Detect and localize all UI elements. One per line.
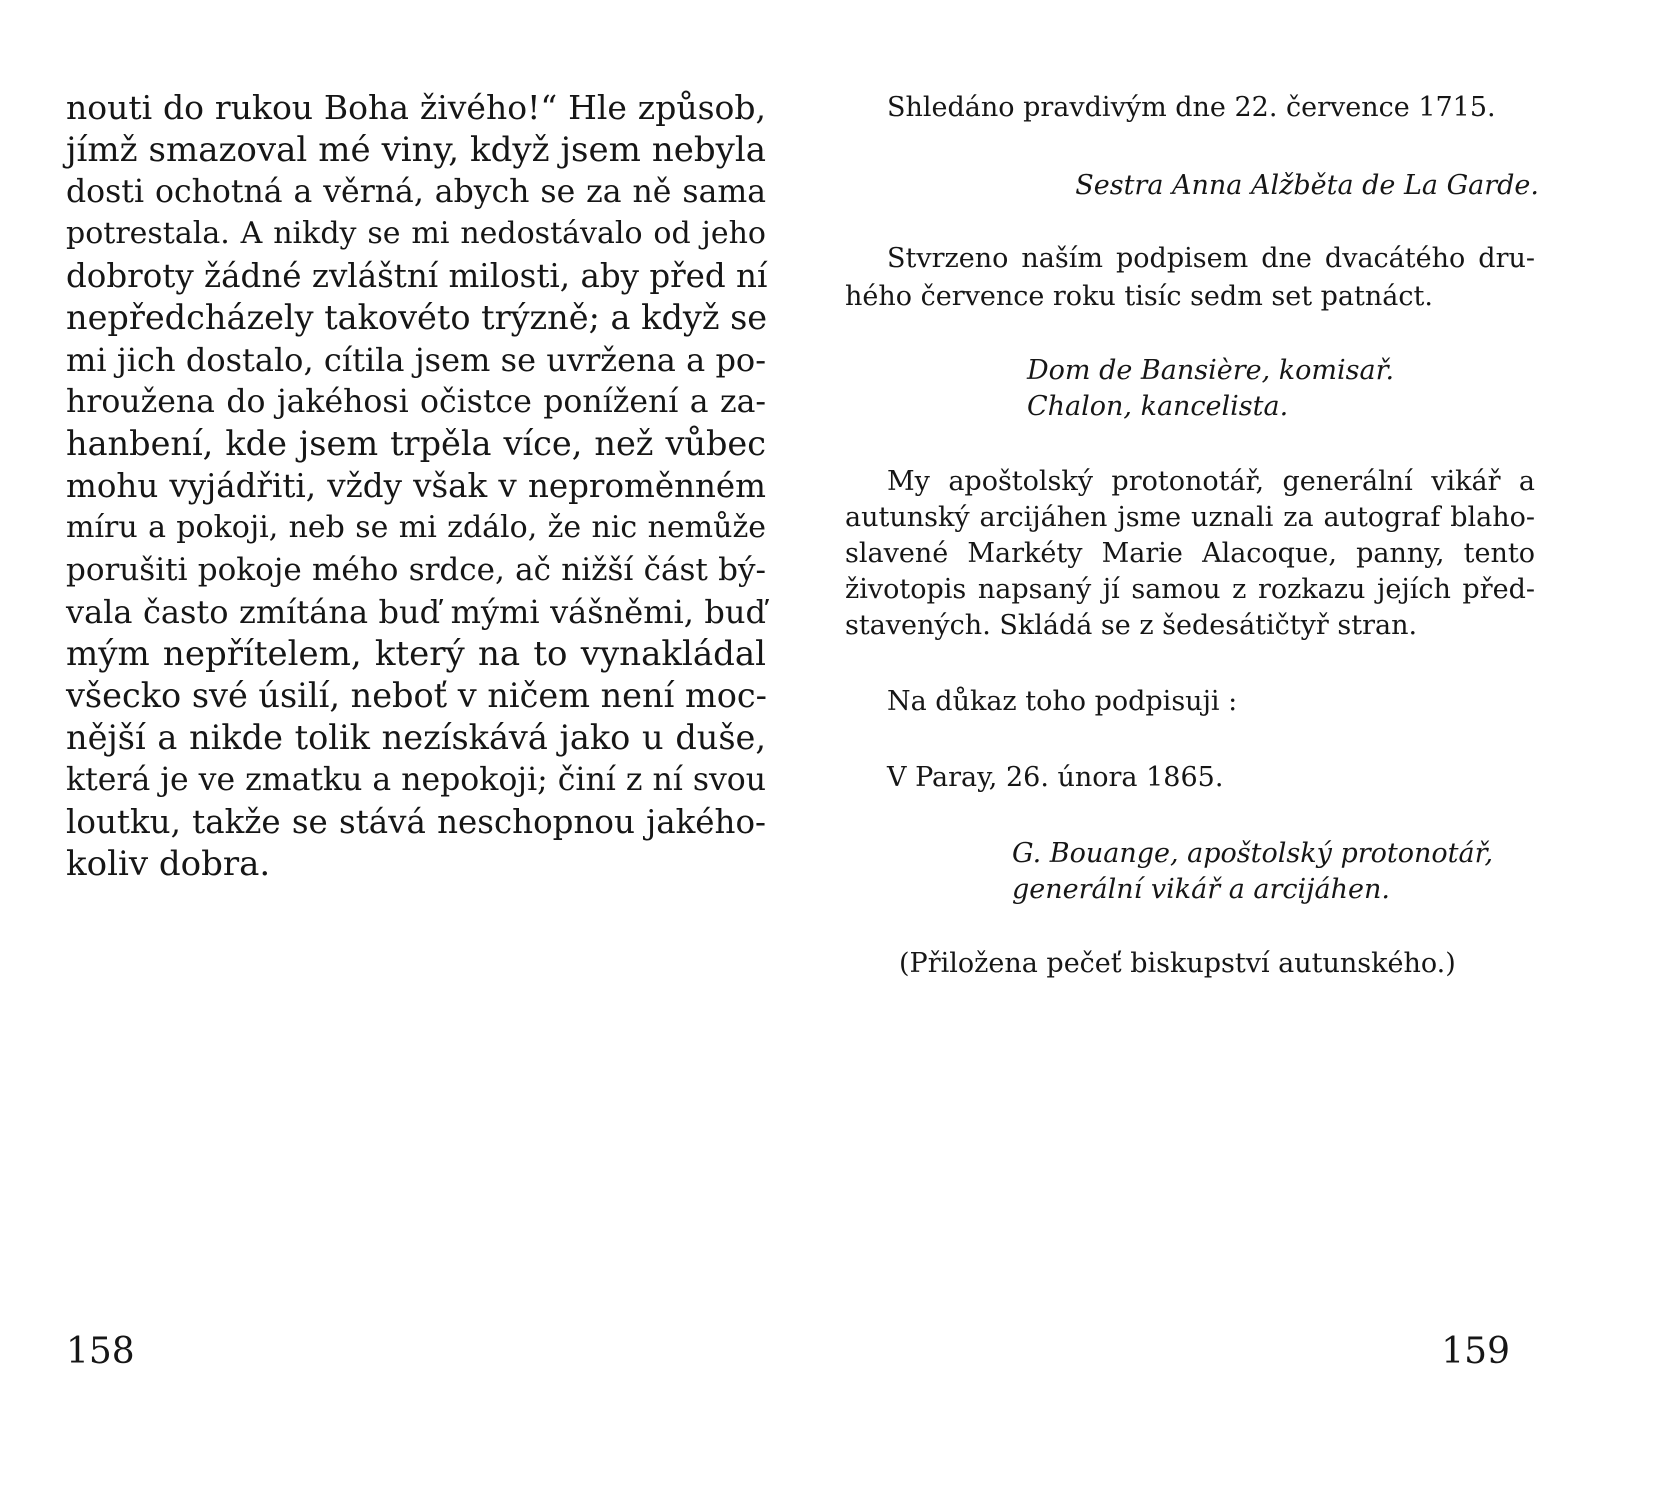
body-text-line: potrestala. A nikdy se mi nedostávalo od jeho bbox=[66, 216, 766, 251]
body-text-line: dosti ochotná a věrná, abych se za ně sama bbox=[66, 174, 766, 210]
page-number-right: 159 bbox=[1441, 1331, 1510, 1372]
declaration-line: stavených. Skládá se z šedesátičtyř stran. bbox=[845, 610, 1418, 641]
signature-anna: Sestra Anna Alžběta de La Garde. bbox=[1075, 170, 1539, 201]
signature-bouange-title: generální vikář a arcijáhen. bbox=[1012, 874, 1390, 905]
body-text-line: všecko své úsilí, neboť v ničem není moc- bbox=[66, 676, 767, 715]
right-page bbox=[827, 0, 1654, 1500]
declaration-line: autunský arcijáhen jsme uznali za autograf blaho- bbox=[845, 502, 1535, 533]
confirmation-line: hého července roku tisíc sedm set patnáct. bbox=[845, 281, 1433, 312]
signature-bouange: G. Bouange, apoštolský protonotář, bbox=[1012, 838, 1494, 869]
place-date-text: V Paray, 26. února 1865. bbox=[887, 762, 1224, 793]
attestation-text: Na důkaz toho podpisuji : bbox=[887, 686, 1238, 717]
body-text-line: koliv dobra. bbox=[66, 844, 271, 884]
body-text-line: nější a nikde tolik nezískává jako u duše, bbox=[66, 718, 766, 757]
body-text-line: hanbení, kde jsem trpěla více, než vůbec bbox=[66, 424, 766, 463]
confirmation-line: Stvrzeno naším podpisem dne dvacátého dru- bbox=[887, 243, 1535, 274]
declaration-line: slavené Markéty Marie Alacoque, panny, tento bbox=[845, 538, 1535, 569]
body-text-line: která je ve zmatku a nepokoji; činí z ní svou bbox=[66, 762, 767, 798]
body-text-line: mi jich dostalo, cítila jsem se uvržena a po- bbox=[66, 341, 766, 379]
signature-bansiere: Dom de Bansière, komisař. bbox=[1027, 355, 1395, 386]
body-text-line: dobroty žádné zvláštní milosti, aby před ní bbox=[66, 257, 768, 295]
page-number-left: 158 bbox=[66, 1331, 135, 1372]
seal-note: (Přiložena pečeť biskupství autunského.) bbox=[899, 948, 1456, 979]
body-text-line: mohu vyjádřiti, vždy však v neproměnném bbox=[66, 467, 766, 505]
body-text-line: porušiti pokoje mého srdce, ač nižší část bý- bbox=[66, 552, 766, 588]
body-text-line: hroužena do jakéhosi očistce ponížení a za- bbox=[66, 384, 766, 420]
body-text-line: mým nepřítelem, který na to vynakládal bbox=[66, 634, 766, 674]
declaration-line: životopis napsaný jí samou z rozkazu jejích před- bbox=[845, 574, 1535, 605]
verification-text: Shledáno pravdivým dne 22. července 1715. bbox=[887, 92, 1496, 123]
body-text-line: loutku, takže se stává neschopnou jakého- bbox=[66, 803, 766, 841]
declaration-line: My apoštolský protonotář, generální vikář a bbox=[887, 466, 1535, 497]
body-text-line: míru a pokoji, neb se mi zdálo, že nic nemůže bbox=[66, 510, 766, 545]
body-text-line: nepředcházely takovéto trýzně; a když se bbox=[66, 298, 768, 337]
signature-chalon: Chalon, kancelista. bbox=[1027, 391, 1289, 422]
body-text-line: nouti do rukou Boha živého!“ Hle způsob, bbox=[66, 88, 766, 127]
body-text-line: jímž smazoval mé viny, když jsem nebyla bbox=[66, 130, 766, 170]
body-text-line: vala často zmítána buď mými vášněmi, buď bbox=[66, 593, 766, 631]
